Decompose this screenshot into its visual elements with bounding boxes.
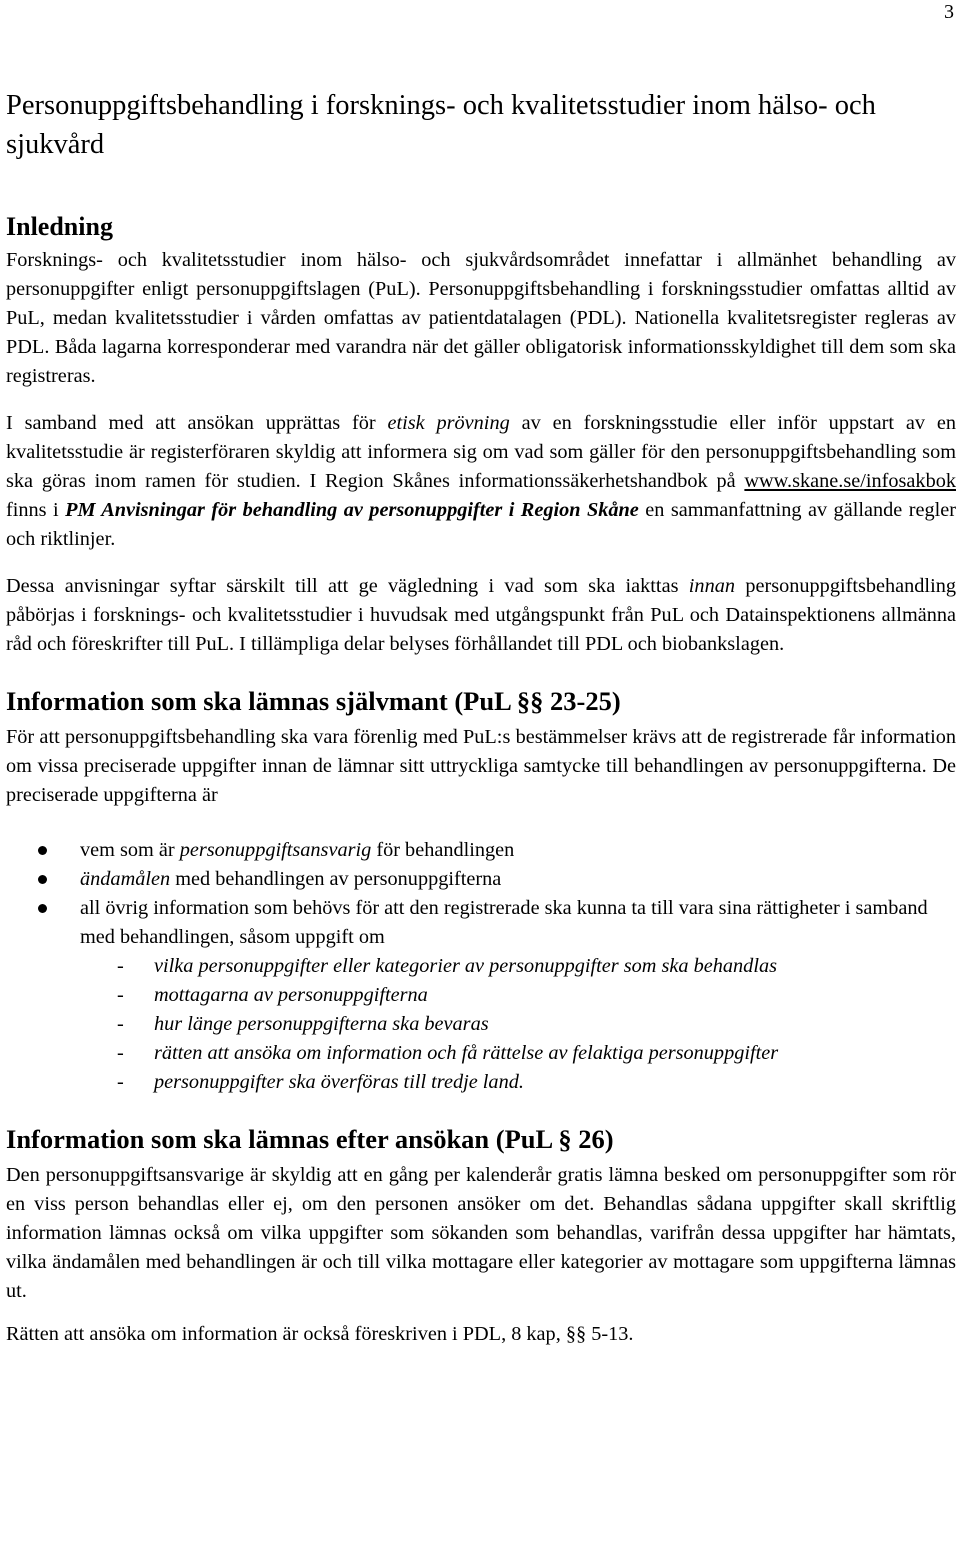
sub-item bbox=[6, 1039, 956, 1068]
sub-item bbox=[6, 1068, 956, 1097]
intro-paragraph-3 bbox=[6, 572, 956, 659]
emphasis-innan: innan bbox=[688, 575, 735, 597]
text-run: en sammanfattning av gällande regler och riktlinjer. bbox=[6, 499, 956, 550]
infosakbok-link[interactable]: www.skane.se/infosakbok bbox=[744, 470, 956, 492]
sub-list bbox=[80, 952, 956, 1097]
after-request-section bbox=[6, 1123, 956, 1349]
intro-paragraph-2 bbox=[6, 409, 956, 554]
emphasis-etisk-provning: etisk prövning bbox=[387, 412, 510, 434]
intro-paragraph-1: Forsknings- och kvalitetsstudier inom hälso- och sjukvårdsområdet innefattar i allmänhet behandling av personuppgifter enligt personuppgiftslagen (PuL). Personuppgiftsbehandling i forskningsstudier omfattas alltid av PuL, medan kvalitetsstudier i vården omfattas av patientdatalagen (PDL). Nationella kvalitetsregister regleras av PDL. Båda lagarna korresponderar med varandra när det gäller obligatorisk informationsskyldighet till dem som ska registreras. bbox=[6, 249, 956, 387]
emphasis-personuppgiftsansvarig: personuppgiftsansvarig bbox=[179, 839, 372, 861]
sub-item-text: vilka personuppgifter eller kategorier av personuppgifter som ska behandlas bbox=[154, 955, 777, 977]
emphasis-andamalen: ändamålen bbox=[80, 868, 171, 890]
pdl-reference-paragraph: Rätten att ansöka om information är också föreskriven i PDL, 8 kap, §§ 5-13. bbox=[6, 1323, 634, 1345]
document-title: Personuppgiftsbehandling i forsknings- och kvalitetsstudier inom hälso- och sjukvård bbox=[6, 90, 876, 160]
sub-item-text: rätten att ansöka om information och få rättelse av felaktiga personuppgifter bbox=[154, 1042, 779, 1064]
text-run: Dessa anvisningar syftar särskilt till att ge vägledning i vad som ska iakttas bbox=[6, 575, 689, 597]
bullet-item bbox=[6, 894, 956, 1097]
text-run: för behandlingen bbox=[371, 839, 515, 861]
bullet-item bbox=[6, 836, 956, 865]
page-number: 3 bbox=[944, 1, 954, 23]
intro-heading: Inledning bbox=[6, 212, 113, 241]
after-request-paragraph: Den personuppgiftsansvarige är skyldig att en gång per kalenderår gratis lämna besked om personuppgifter som rör en viss person behandlas eller ej, om den personen ansöker om det. Behandlas sådana uppgifter skall skriftlig information lämnas också om vilka uppgifter som sökanden som behandlas, varifrån dessa uppgifter har hämtats, vilka ändamålen med behandlingen är och till vilka mottagare eller kategorier av mottagare som uppgifterna lämnas ut. bbox=[6, 1164, 956, 1302]
text-run: vem som är bbox=[80, 839, 180, 861]
bullet-item bbox=[6, 865, 956, 894]
bullet-dot-icon bbox=[38, 846, 47, 855]
dash-marker: - bbox=[117, 1042, 124, 1064]
voluntary-info-paragraph: För att personuppgiftsbehandling ska vara förenlig med PuL:s bestämmelser krävs att de registrerade får information om vissa preciserade uppgifter innan de lämnar sitt uttryckliga samtycke till behandlingen av personuppgifterna. De preciserade uppgifterna är bbox=[6, 726, 956, 806]
intro-section bbox=[6, 211, 956, 659]
bullet-dot-icon bbox=[38, 904, 47, 913]
sub-item-text: personuppgifter ska överföras till tredje land. bbox=[154, 1071, 524, 1093]
dash-marker: - bbox=[117, 1071, 124, 1093]
text-run: personuppgiftsbehandling påbörjas i forsknings- och kvalitetsstudier i huvudsak med utgångspunkt från PuL och Datainspektionens allmänna råd och föreskrifter till PuL. I tillämpliga delar belyses förhållandet till PDL och biobankslagen. bbox=[6, 575, 956, 655]
info-bullet-list bbox=[6, 836, 956, 1097]
text-run: med behandlingen av personuppgifterna bbox=[170, 868, 502, 890]
pm-anvisningar-title: PM Anvisningar för behandling av personuppgifter i Region Skåne bbox=[65, 499, 639, 521]
text-run: all övrig information som behövs för att den registrerade ska kunna ta till vara sina rättigheter i samband med behandlingen, såsom uppgift om bbox=[80, 897, 928, 948]
document-body bbox=[6, 86, 956, 1349]
sub-item-text: hur länge personuppgifterna ska bevaras bbox=[154, 1013, 489, 1035]
sub-item bbox=[6, 1010, 956, 1039]
text-run: finns i bbox=[6, 499, 66, 521]
text-run: I samband med att ansökan upprättas för bbox=[6, 412, 388, 434]
dash-marker: - bbox=[117, 984, 124, 1006]
dash-marker: - bbox=[117, 1013, 124, 1035]
voluntary-info-section bbox=[6, 685, 956, 1097]
bullet-dot-icon bbox=[38, 875, 47, 884]
voluntary-info-heading: Information som ska lämnas självmant (PuL §§ 23-25) bbox=[6, 686, 621, 716]
sub-item-text: mottagarna av personuppgifterna bbox=[154, 984, 428, 1006]
text-run: av en forskningsstudie eller inför uppstart av en kvalitetsstudie är registerföraren skyldig att informera sig om vad som gäller för den personuppgiftsbehandling som ska göras inom ramen för studien. I Region Skånes informationssäkerhetshandbok på bbox=[6, 412, 957, 492]
sub-item bbox=[6, 981, 956, 1010]
after-request-heading: Information som ska lämnas efter ansökan (PuL § 26) bbox=[6, 1124, 614, 1154]
sub-item bbox=[6, 952, 956, 981]
dash-marker: - bbox=[117, 955, 124, 977]
